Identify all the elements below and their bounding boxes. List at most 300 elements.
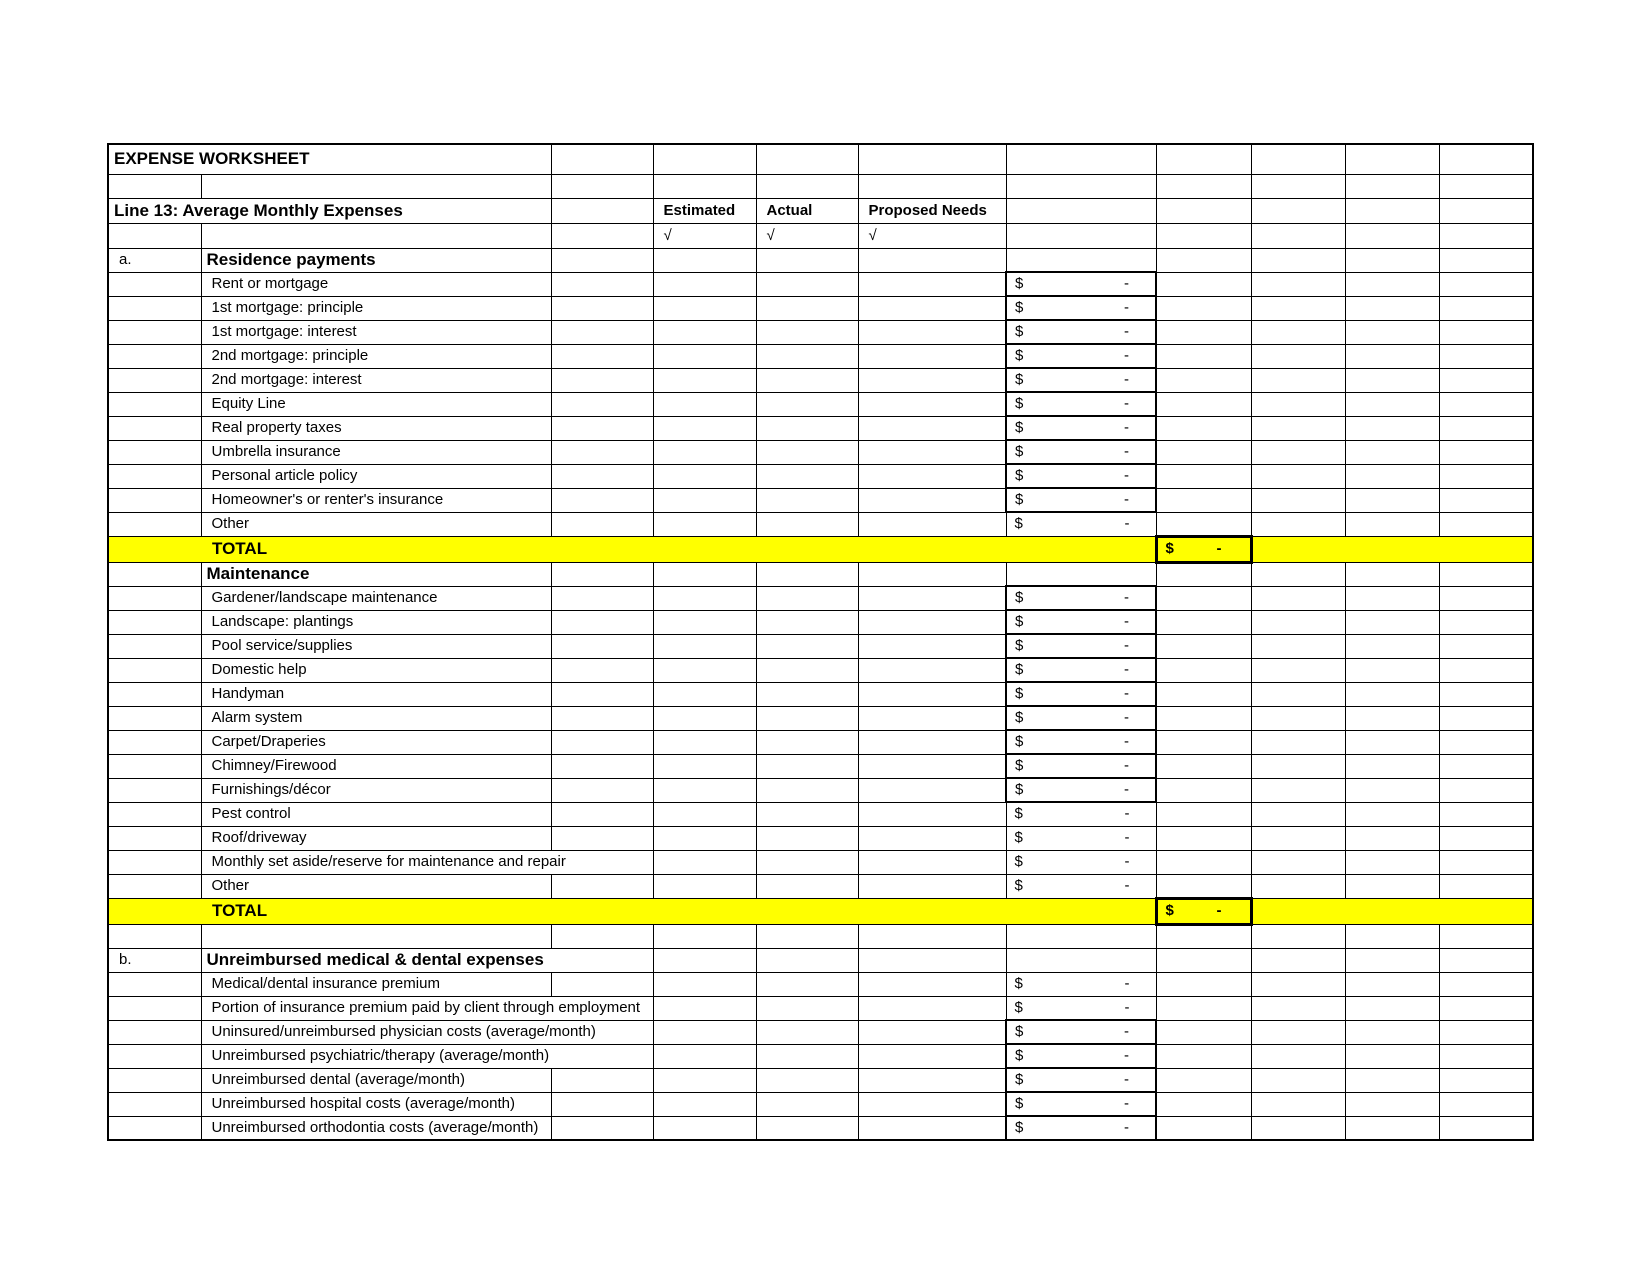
letter-cell xyxy=(108,826,201,850)
currency-symbol: $ xyxy=(1165,902,1174,920)
grid-cell xyxy=(858,826,1006,850)
currency-symbol: $ xyxy=(1014,853,1023,871)
letter-cell xyxy=(108,682,201,706)
grid-cell xyxy=(1345,1020,1439,1044)
grid-cell xyxy=(1345,440,1439,464)
section-row xyxy=(108,562,1533,586)
grid-cell xyxy=(551,296,653,320)
grid-cell xyxy=(756,706,858,730)
grid-cell xyxy=(1345,512,1439,536)
grid-cell xyxy=(1439,1020,1533,1044)
grid-cell xyxy=(1439,924,1533,948)
grid-cell xyxy=(858,416,1006,440)
amount-cell[interactable] xyxy=(1006,802,1156,826)
grid-cell xyxy=(756,248,858,272)
grid-cell xyxy=(551,248,653,272)
item-label-cell: Pool service/supplies xyxy=(201,634,551,658)
amount-cell[interactable] xyxy=(1006,464,1156,488)
amount-cell[interactable] xyxy=(1006,826,1156,850)
amount-cell[interactable] xyxy=(1006,416,1156,440)
amount-value: - xyxy=(1124,877,1130,895)
column-header-proposed-needs: Proposed Needs xyxy=(858,198,1006,223)
amount-value: - xyxy=(1124,853,1130,871)
item-row xyxy=(108,826,1533,850)
item-row xyxy=(108,802,1533,826)
grid-cell xyxy=(1156,344,1251,368)
currency-symbol: $ xyxy=(1015,443,1024,461)
section-letter-cell xyxy=(108,562,201,586)
grid-cell xyxy=(551,730,653,754)
grid-cell xyxy=(1439,874,1533,898)
total-amount-cell[interactable] xyxy=(1156,536,1251,562)
grid-cell xyxy=(1251,706,1345,730)
currency-symbol: $ xyxy=(1015,613,1024,631)
letter-cell xyxy=(108,610,201,634)
grid-cell xyxy=(551,1116,653,1140)
grid-cell xyxy=(756,562,858,586)
grid-cell xyxy=(551,924,653,948)
currency-symbol: $ xyxy=(1014,829,1023,847)
grid-cell xyxy=(1345,778,1439,802)
grid-cell xyxy=(1156,1068,1251,1092)
grid-cell xyxy=(1156,1092,1251,1116)
grid-cell xyxy=(551,754,653,778)
grid-cell xyxy=(653,634,756,658)
grid-cell xyxy=(756,1068,858,1092)
grid-cell xyxy=(1439,512,1533,536)
amount-cell[interactable] xyxy=(1006,754,1156,778)
grid-cell xyxy=(756,586,858,610)
grid-cell xyxy=(1439,1044,1533,1068)
grid-cell xyxy=(1439,826,1533,850)
grid-cell xyxy=(1251,972,1345,996)
item-label-cell: 1st mortgage: interest xyxy=(201,320,551,344)
grid-cell xyxy=(1251,272,1345,296)
currency-symbol: $ xyxy=(1015,589,1024,607)
column-header-actual: Actual xyxy=(756,198,858,223)
grid-cell xyxy=(1156,198,1251,223)
grid-cell xyxy=(1439,488,1533,512)
grid-cell xyxy=(1156,440,1251,464)
letter-cell xyxy=(108,1092,201,1116)
grid-cell xyxy=(1251,1116,1345,1140)
amount-cell[interactable] xyxy=(1006,344,1156,368)
grid-cell xyxy=(1345,948,1439,972)
grid-cell xyxy=(858,296,1006,320)
grid-cell xyxy=(551,488,653,512)
grid-cell xyxy=(653,730,756,754)
grid-cell xyxy=(1345,874,1439,898)
item-label-cell: Umbrella insurance xyxy=(201,440,551,464)
total-row xyxy=(108,898,1533,924)
item-label-cell: Pest control xyxy=(201,802,551,826)
amount-cell[interactable] xyxy=(1006,706,1156,730)
grid-cell xyxy=(756,682,858,706)
section-letter-cell: a. xyxy=(108,248,201,272)
amount-value: - xyxy=(1124,323,1129,341)
item-row xyxy=(108,344,1533,368)
title-row xyxy=(108,144,1533,174)
amount-cell[interactable] xyxy=(1006,1068,1156,1092)
grid-cell xyxy=(653,874,756,898)
currency-symbol: $ xyxy=(1015,685,1024,703)
amount-cell[interactable] xyxy=(1006,1092,1156,1116)
currency-symbol: $ xyxy=(1014,975,1023,993)
grid-cell xyxy=(551,368,653,392)
grid-cell xyxy=(1251,924,1345,948)
grid-cell xyxy=(756,344,858,368)
item-label-cell: Other xyxy=(201,874,551,898)
grid-cell xyxy=(108,924,201,948)
amount-value: - xyxy=(1124,781,1129,799)
amount-cell[interactable] xyxy=(1006,658,1156,682)
letter-cell xyxy=(108,416,201,440)
amount-cell[interactable] xyxy=(1006,682,1156,706)
grid-cell xyxy=(551,874,653,898)
grid-cell xyxy=(1006,248,1156,272)
grid-cell xyxy=(653,1116,756,1140)
grid-cell xyxy=(1439,754,1533,778)
grid-cell xyxy=(1156,1116,1251,1140)
amount-cell[interactable] xyxy=(1006,512,1156,536)
grid-cell xyxy=(858,586,1006,610)
grid-cell xyxy=(551,706,653,730)
grid-cell xyxy=(1251,586,1345,610)
grid-cell xyxy=(756,440,858,464)
grid-cell xyxy=(1345,826,1439,850)
grid-cell xyxy=(551,658,653,682)
currency-symbol: $ xyxy=(1015,1023,1024,1041)
grid-cell xyxy=(756,174,858,198)
item-label-cell: Carpet/Draperies xyxy=(201,730,551,754)
grid-cell xyxy=(1439,802,1533,826)
grid-cell xyxy=(756,634,858,658)
amount-cell[interactable] xyxy=(1006,874,1156,898)
currency-symbol: $ xyxy=(1015,275,1024,293)
grid-cell xyxy=(1251,562,1345,586)
currency-symbol: $ xyxy=(1015,781,1024,799)
grid-cell xyxy=(1439,368,1533,392)
grid-cell xyxy=(1439,634,1533,658)
grid-cell xyxy=(551,972,653,996)
item-row xyxy=(108,1020,1533,1044)
grid-cell xyxy=(551,223,653,248)
currency-symbol: $ xyxy=(1015,347,1024,365)
amount-cell[interactable] xyxy=(1006,778,1156,802)
grid-cell xyxy=(1156,464,1251,488)
amount-cell[interactable] xyxy=(1006,368,1156,392)
grid-cell xyxy=(551,1092,653,1116)
grid-cell xyxy=(1156,562,1251,586)
letter-cell xyxy=(108,488,201,512)
item-label-cell: Unreimbursed hospital costs (average/month) xyxy=(201,1092,551,1116)
item-label-cell: Equity Line xyxy=(201,392,551,416)
grid-cell xyxy=(1345,682,1439,706)
amount-value: - xyxy=(1124,637,1129,655)
item-row xyxy=(108,874,1533,898)
grid-cell xyxy=(756,144,858,174)
grid-cell xyxy=(108,223,201,248)
amount-cell[interactable] xyxy=(1006,730,1156,754)
item-label-cell: Domestic help xyxy=(201,658,551,682)
item-row xyxy=(108,850,1533,874)
item-row xyxy=(108,634,1533,658)
grid-cell xyxy=(653,320,756,344)
currency-symbol: $ xyxy=(1014,877,1023,895)
grid-cell xyxy=(551,586,653,610)
grid-cell xyxy=(1251,850,1345,874)
grid-cell xyxy=(1156,1044,1251,1068)
grid-cell xyxy=(756,996,858,1020)
letter-cell xyxy=(108,296,201,320)
blank-row xyxy=(108,924,1533,948)
amount-cell[interactable] xyxy=(1006,1020,1156,1044)
amount-value: - xyxy=(1124,829,1130,847)
grid-cell xyxy=(756,948,858,972)
item-label-cell: Monthly set aside/reserve for maintenance and repair xyxy=(201,850,653,874)
grid-cell xyxy=(858,1044,1006,1068)
amount-cell[interactable] xyxy=(1006,850,1156,874)
grid-cell xyxy=(201,174,551,198)
amount-value: - xyxy=(1124,1047,1129,1065)
grid-cell xyxy=(653,296,756,320)
grid-cell xyxy=(1345,754,1439,778)
grid-cell xyxy=(1439,610,1533,634)
amount-cell[interactable] xyxy=(1006,634,1156,658)
grid-cell xyxy=(1251,948,1345,972)
grid-cell xyxy=(1439,562,1533,586)
grid-cell xyxy=(1156,392,1251,416)
grid-cell xyxy=(1345,198,1439,223)
section-heading-cell: Unreimbursed medical & dental expenses xyxy=(201,948,653,972)
item-row xyxy=(108,682,1533,706)
grid-cell xyxy=(858,392,1006,416)
grid-cell xyxy=(1345,344,1439,368)
grid-cell xyxy=(756,392,858,416)
grid-cell xyxy=(1251,392,1345,416)
amount-value: - xyxy=(1216,902,1222,920)
item-row xyxy=(108,730,1533,754)
currency-symbol: $ xyxy=(1015,299,1024,317)
total-filler-cell xyxy=(1251,898,1533,924)
grid-cell xyxy=(858,996,1006,1020)
grid-cell xyxy=(201,223,551,248)
grid-cell xyxy=(1345,996,1439,1020)
grid-cell xyxy=(653,754,756,778)
grid-cell xyxy=(858,344,1006,368)
grid-cell xyxy=(551,198,653,223)
grid-cell xyxy=(551,440,653,464)
letter-cell xyxy=(108,778,201,802)
currency-symbol: $ xyxy=(1165,540,1174,558)
amount-cell[interactable] xyxy=(1006,1044,1156,1068)
grid-cell xyxy=(858,562,1006,586)
grid-cell xyxy=(1345,924,1439,948)
grid-cell xyxy=(858,272,1006,296)
grid-cell xyxy=(551,802,653,826)
grid-cell xyxy=(858,174,1006,198)
grid-cell xyxy=(1345,416,1439,440)
grid-cell xyxy=(1439,948,1533,972)
grid-cell xyxy=(858,1068,1006,1092)
item-label-cell: Handyman xyxy=(201,682,551,706)
currency-symbol: $ xyxy=(1015,467,1024,485)
grid-cell xyxy=(756,972,858,996)
grid-cell xyxy=(858,610,1006,634)
grid-cell xyxy=(756,368,858,392)
letter-cell xyxy=(108,320,201,344)
grid-cell xyxy=(1345,320,1439,344)
grid-cell xyxy=(653,778,756,802)
grid-cell xyxy=(551,778,653,802)
grid-cell xyxy=(551,344,653,368)
amount-value: - xyxy=(1124,757,1129,775)
grid-cell xyxy=(1345,392,1439,416)
letter-cell xyxy=(108,706,201,730)
grid-cell xyxy=(756,924,858,948)
currency-symbol: $ xyxy=(1015,395,1024,413)
grid-cell xyxy=(653,368,756,392)
amount-cell[interactable] xyxy=(1006,320,1156,344)
grid-cell xyxy=(858,972,1006,996)
grid-cell xyxy=(1439,296,1533,320)
letter-cell xyxy=(108,272,201,296)
grid-cell xyxy=(1156,948,1251,972)
grid-cell xyxy=(551,610,653,634)
amount-value: - xyxy=(1124,347,1129,365)
grid-cell xyxy=(1156,778,1251,802)
currency-symbol: $ xyxy=(1015,1071,1024,1089)
grid-cell xyxy=(551,174,653,198)
grid-cell xyxy=(551,144,653,174)
grid-cell xyxy=(1156,416,1251,440)
grid-cell xyxy=(858,368,1006,392)
grid-cell xyxy=(1251,1092,1345,1116)
grid-cell xyxy=(1345,174,1439,198)
amount-cell[interactable] xyxy=(1006,972,1156,996)
item-row xyxy=(108,392,1533,416)
grid-cell xyxy=(1251,320,1345,344)
grid-cell xyxy=(1156,730,1251,754)
grid-cell xyxy=(551,826,653,850)
grid-cell xyxy=(1156,658,1251,682)
grid-cell xyxy=(1345,634,1439,658)
letter-cell xyxy=(108,1020,201,1044)
grid-cell xyxy=(756,512,858,536)
grid-cell xyxy=(1251,1068,1345,1092)
amount-cell[interactable] xyxy=(1006,996,1156,1020)
item-label-cell: Medical/dental insurance premium xyxy=(201,972,551,996)
currency-symbol: $ xyxy=(1015,419,1024,437)
grid-cell xyxy=(1251,1020,1345,1044)
item-label-cell: Unreimbursed psychiatric/therapy (average/month) xyxy=(201,1044,653,1068)
letter-cell xyxy=(108,658,201,682)
grid-cell xyxy=(1156,320,1251,344)
grid-cell xyxy=(1006,924,1156,948)
letter-cell xyxy=(108,754,201,778)
grid-cell xyxy=(1156,610,1251,634)
grid-cell xyxy=(1156,754,1251,778)
letter-cell xyxy=(108,440,201,464)
grid-cell xyxy=(1251,778,1345,802)
item-row xyxy=(108,1116,1533,1140)
amount-cell[interactable] xyxy=(1006,1116,1156,1140)
amount-value: - xyxy=(1124,733,1129,751)
grid-cell xyxy=(756,874,858,898)
amount-value: - xyxy=(1124,299,1129,317)
grid-cell xyxy=(1251,296,1345,320)
amount-value: - xyxy=(1124,709,1129,727)
grid-cell xyxy=(1251,634,1345,658)
amount-value: - xyxy=(1124,419,1129,437)
grid-cell xyxy=(1439,440,1533,464)
amount-value: - xyxy=(1124,443,1129,461)
grid-cell xyxy=(1439,1116,1533,1140)
item-row xyxy=(108,296,1533,320)
grid-cell xyxy=(1156,1020,1251,1044)
grid-cell xyxy=(551,682,653,706)
grid-cell xyxy=(1251,874,1345,898)
grid-cell xyxy=(858,682,1006,706)
total-label-cell: TOTAL xyxy=(108,898,1156,924)
amount-cell[interactable] xyxy=(1006,272,1156,296)
item-label-cell: Gardener/landscape maintenance xyxy=(201,586,551,610)
grid-cell xyxy=(1251,826,1345,850)
grid-cell xyxy=(1439,658,1533,682)
grid-cell xyxy=(858,924,1006,948)
amount-value: - xyxy=(1124,515,1130,533)
grid-cell xyxy=(1251,344,1345,368)
amount-cell[interactable] xyxy=(1006,296,1156,320)
blank-row xyxy=(108,174,1533,198)
total-row xyxy=(108,536,1533,562)
amount-cell[interactable] xyxy=(1006,440,1156,464)
grid-cell xyxy=(1439,198,1533,223)
amount-cell[interactable] xyxy=(1006,610,1156,634)
grid-cell xyxy=(1345,248,1439,272)
grid-cell xyxy=(1251,754,1345,778)
currency-symbol: $ xyxy=(1015,733,1024,751)
amount-cell[interactable] xyxy=(1006,586,1156,610)
amount-value: - xyxy=(1124,613,1129,631)
grid-cell xyxy=(756,1044,858,1068)
grid-cell xyxy=(1006,562,1156,586)
grid-cell xyxy=(653,1020,756,1044)
section-letter-cell: b. xyxy=(108,948,201,972)
currency-symbol: $ xyxy=(1014,998,1023,1016)
grid-cell xyxy=(551,512,653,536)
grid-cell xyxy=(1439,996,1533,1020)
amount-value: - xyxy=(1124,975,1130,993)
item-row xyxy=(108,706,1533,730)
grid-cell xyxy=(1345,706,1439,730)
grid-cell xyxy=(1251,144,1345,174)
total-amount-cell[interactable] xyxy=(1156,898,1251,924)
amount-cell[interactable] xyxy=(1006,392,1156,416)
section-heading-cell: Residence payments xyxy=(201,248,551,272)
grid-cell xyxy=(1439,730,1533,754)
item-label-cell: Roof/driveway xyxy=(201,826,551,850)
item-row xyxy=(108,464,1533,488)
grid-cell xyxy=(1439,174,1533,198)
letter-cell xyxy=(108,874,201,898)
letter-cell xyxy=(108,996,201,1020)
amount-cell[interactable] xyxy=(1006,488,1156,512)
item-row xyxy=(108,416,1533,440)
grid-cell xyxy=(756,826,858,850)
colhead-row xyxy=(108,198,1533,223)
grid-cell xyxy=(1156,248,1251,272)
